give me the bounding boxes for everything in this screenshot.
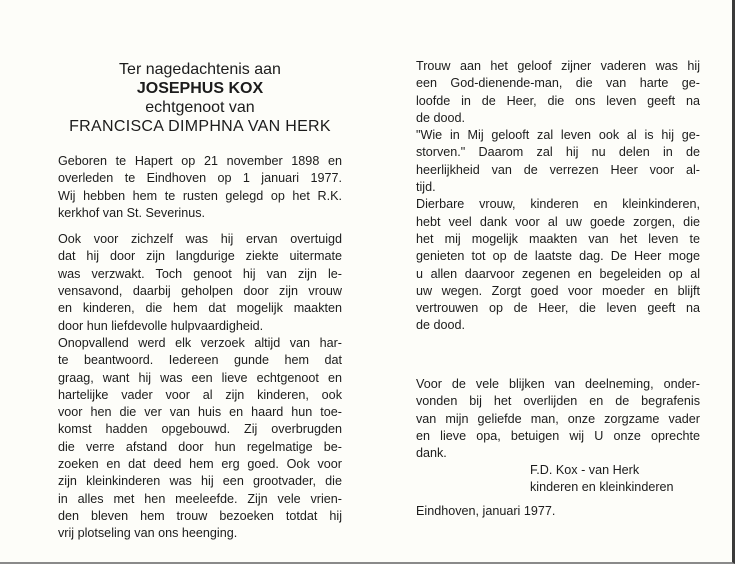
- text-line: die verre afstand door hun regelmatige be-: [58, 439, 342, 454]
- text-line: Dierbare vrouw, kinderen en kleinkinderen,: [416, 197, 700, 212]
- in-memory-label: Ter nagedachtenis aan: [119, 61, 281, 78]
- text-line: voor hen die ver van huis en haard hun toe-: [58, 405, 342, 420]
- right-column-text: [416, 58, 700, 335]
- text-line: storven." Daarom zal hij nu delen in de: [416, 145, 700, 160]
- spouse-label: echtgenoot van: [145, 99, 255, 116]
- text-line: de dood.: [416, 318, 466, 333]
- text-line: dank.: [416, 446, 447, 461]
- text-line: vrij plotseling van ons heenging.: [58, 526, 238, 541]
- text-line: en lieve opa, betuigen wij U onze oprechte: [416, 428, 700, 443]
- text-line: kerkhof van St. Severinus.: [58, 205, 205, 220]
- text-line: vertrouwen op de Heer, die leven geeft na: [416, 301, 700, 316]
- spouse-name: FRANCISCA DIMPHNA VAN HERK: [69, 118, 331, 135]
- text-line: loofde in de Heer, die ons leven geeft na: [416, 93, 700, 108]
- text-line: Onopvallend werd elk verzoek altijd van har-: [58, 335, 342, 350]
- text-line: komst hadden opgebouwd. Zij overbrugden: [58, 422, 342, 437]
- text-line: van mijn geliefde man, onze zorgzame vader: [416, 411, 700, 426]
- signature-name: F.D. Kox - van Herk: [530, 463, 640, 477]
- text-line: den bleven hem trouw bezoeken totdat hij: [58, 508, 342, 523]
- text-line: zoeken en dat deed hem erg goed. Ook voor: [58, 457, 342, 472]
- signature-block: [530, 462, 700, 497]
- text-line: Wij hebben hem te rusten gelegd op het R.K.: [58, 188, 342, 203]
- text-line: de dood.: [416, 110, 466, 125]
- text-line: uw wegen. Zorgt goed voor moeder en blijft: [416, 283, 700, 298]
- text-line: overleden te Eindhoven op 1 januari 1977.: [58, 171, 342, 186]
- thanks-paragraph: [416, 376, 700, 462]
- birth-death-paragraph: [58, 153, 342, 222]
- text-line: het mij mogelijk maakten van het leven te: [416, 231, 700, 246]
- text-line: te beantwoord. Iedereen gunde hem dat: [58, 353, 342, 368]
- text-line: genieten tot op de laatste dag. De Heer moge: [416, 249, 700, 264]
- text-line: Trouw aan het geloof zijner vaderen was hij: [416, 59, 700, 73]
- text-line: vensavond, daarbij geholpen door zijn vrouw: [58, 284, 342, 299]
- life-paragraph: [58, 231, 342, 542]
- text-line: door hun liefdevolle hulpvaardigheid.: [58, 318, 264, 333]
- text-line: hartelijke vader voor al zijn kinderen, ook: [58, 387, 342, 402]
- signature-family: kinderen en kleinkinderen: [530, 480, 674, 495]
- place-date: [416, 503, 700, 520]
- place-date-text: Eindhoven, januari 1977.: [416, 504, 556, 518]
- text-line: Ook voor zichzelf was hij ervan overtuigd: [58, 232, 342, 247]
- text-line: dat hij door zijn langdurige ziekte uitermate: [58, 249, 342, 264]
- left-column-text: [58, 153, 342, 543]
- text-line: u allen daarvoor zegenen en begeleiden op al: [416, 266, 700, 281]
- text-line: vonden bij het overlijden en de begrafenis: [416, 394, 700, 409]
- text-line: graag, want hij was een lieve echtgenoot en: [58, 370, 342, 385]
- text-line: een God-dienende-man, die van harte ge-: [416, 76, 700, 91]
- deceased-name: JOSEPHUS KOX: [136, 80, 264, 97]
- text-line: zijn kleinkinderen was hij een grootvader, die: [58, 474, 342, 489]
- text-line: Voor de vele blijken van deelneming, onder-: [416, 377, 700, 391]
- text-line: heerlijkheid van de verrezen Heer voor al-: [416, 162, 700, 177]
- heading-block: [58, 60, 342, 136]
- text-line: Geboren te Hapert op 21 november 1898 en: [58, 154, 342, 168]
- text-line: hebt veel dank voor al uw goede zorgen, die: [416, 214, 700, 229]
- text-line: in alles met hen meeleefde. Zijn vele vrien-: [58, 491, 342, 506]
- text-line: en kinderen, die hem dat mogelijk maakten: [58, 301, 342, 316]
- text-line: "Wie in Mij gelooft zal leven ook al is hij ge-: [416, 128, 700, 143]
- text-line: tijd.: [416, 180, 436, 195]
- text-line: was verzwakt. Toch genoot hij van zijn le-: [58, 266, 342, 281]
